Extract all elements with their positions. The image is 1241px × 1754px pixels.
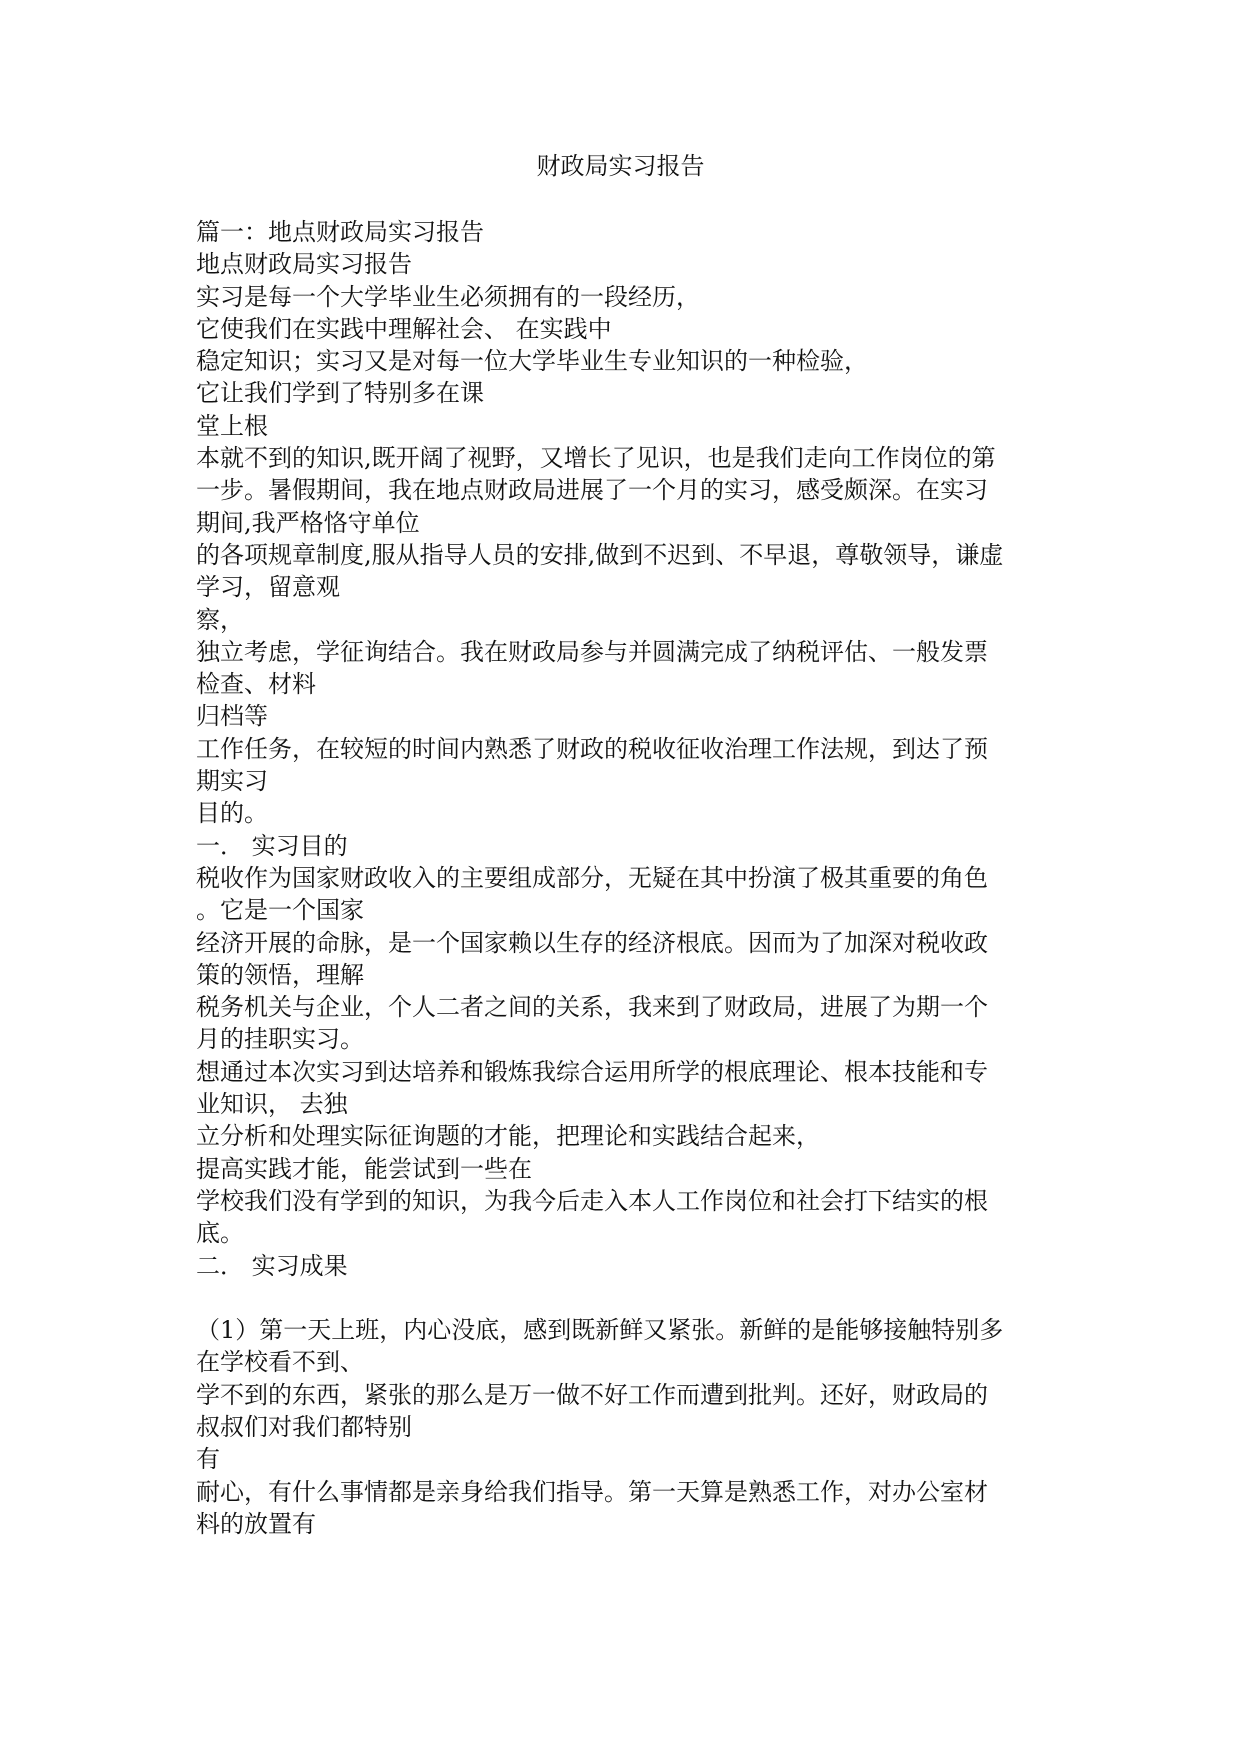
text-line: （1）第一天上班，内心没底，感到既新鲜又紧张。新鲜的是能够接触特别多 xyxy=(196,1316,1004,1345)
text-line: 目的。 xyxy=(196,799,268,828)
text-line: 在学校看不到、 xyxy=(196,1348,364,1377)
text-line: 篇一：地点财政局实习报告 xyxy=(196,218,484,246)
text-line: 检查、材料 xyxy=(196,670,316,699)
text-line: 提高实践才能，能尝试到一些在 xyxy=(196,1154,532,1183)
text-line: 料的放置有 xyxy=(196,1509,316,1538)
blank-line xyxy=(196,1282,1046,1314)
document-body xyxy=(196,216,1046,1540)
text-line: 稳定知识；实习又是对每一位大学毕业生专业知识的一种检验， xyxy=(196,347,868,376)
text-line: 学习，留意观 xyxy=(196,573,340,602)
text-line: 二． 实习成果 xyxy=(196,1251,348,1280)
text-line: 独立考虑，学征询结合。我在财政局参与并圆满完成了纳税评估、一般发票 xyxy=(196,637,988,666)
text-line: 期间,我严格恪守单位 xyxy=(196,508,420,537)
text-line: 本就不到的知识,既开阔了视野，又增长了见识，也是我们走向工作岗位的第 xyxy=(196,444,996,473)
text-line: 税务机关与企业，个人二者之间的关系，我来到了财政局，进展了为期一个 xyxy=(196,993,988,1022)
document-title: 财政局实习报告 xyxy=(536,152,705,180)
text-line: 工作任务，在较短的时间内熟悉了财政的税收征收治理工作法规，到达了预 xyxy=(196,734,988,763)
text-line: 它使我们在实践中理解社会、 在实践中 xyxy=(196,314,612,343)
text-line: 地点财政局实习报告 xyxy=(196,250,412,279)
text-line: 想通过本次实习到达培养和锻炼我综合运用所学的根底理论、根本技能和专 xyxy=(196,1057,988,1086)
text-line: 。它是一个国家 xyxy=(196,896,364,925)
text-line: 税收作为国家财政收入的主要组成部分，无疑在其中扮演了极其重要的角色 xyxy=(196,863,988,892)
text-line: 堂上根 xyxy=(196,411,268,440)
text-line: 有 xyxy=(196,1445,220,1474)
text-line: 底。 xyxy=(196,1219,244,1248)
text-line: 实习是每一个大学毕业生必须拥有的一段经历， xyxy=(196,282,700,311)
text-line: 的各项规章制度,服从指导人员的安排,做到不迟到、不早退，尊敬领导，谦虚 xyxy=(196,540,1004,569)
text-line: 它让我们学到了特别多在课 xyxy=(196,379,484,408)
text-line: 月的挂职实习。 xyxy=(196,1025,364,1054)
text-line: 耐心，有什么事情都是亲身给我们指导。第一天算是熟悉工作，对办公室材 xyxy=(196,1477,988,1506)
text-line: 叔叔们对我们都特别 xyxy=(196,1412,412,1441)
text-line: 察， xyxy=(196,605,244,634)
text-line: 一步。暑假期间，我在地点财政局进展了一个月的实习，感受颇深。在实习 xyxy=(196,476,988,505)
text-line: 策的领悟，理解 xyxy=(196,960,364,989)
text-line: 学不到的东西，紧张的那么是万一做不好工作而遭到批判。还好，财政局的 xyxy=(196,1380,988,1409)
text-line: 归档等 xyxy=(196,702,268,731)
text-line: 一． 实习目的 xyxy=(196,831,348,860)
text-line: 学校我们没有学到的知识，为我今后走入本人工作岗位和社会打下结实的根 xyxy=(196,1186,988,1215)
text-line: 期实习 xyxy=(196,767,268,796)
text-line: 业知识， 去独 xyxy=(196,1090,348,1119)
text-line: 立分析和处理实际征询题的才能，把理论和实践结合起来， xyxy=(196,1122,820,1151)
text-line: 经济开展的命脉，是一个国家赖以生存的经济根底。因而为了加深对税收政 xyxy=(196,928,988,957)
